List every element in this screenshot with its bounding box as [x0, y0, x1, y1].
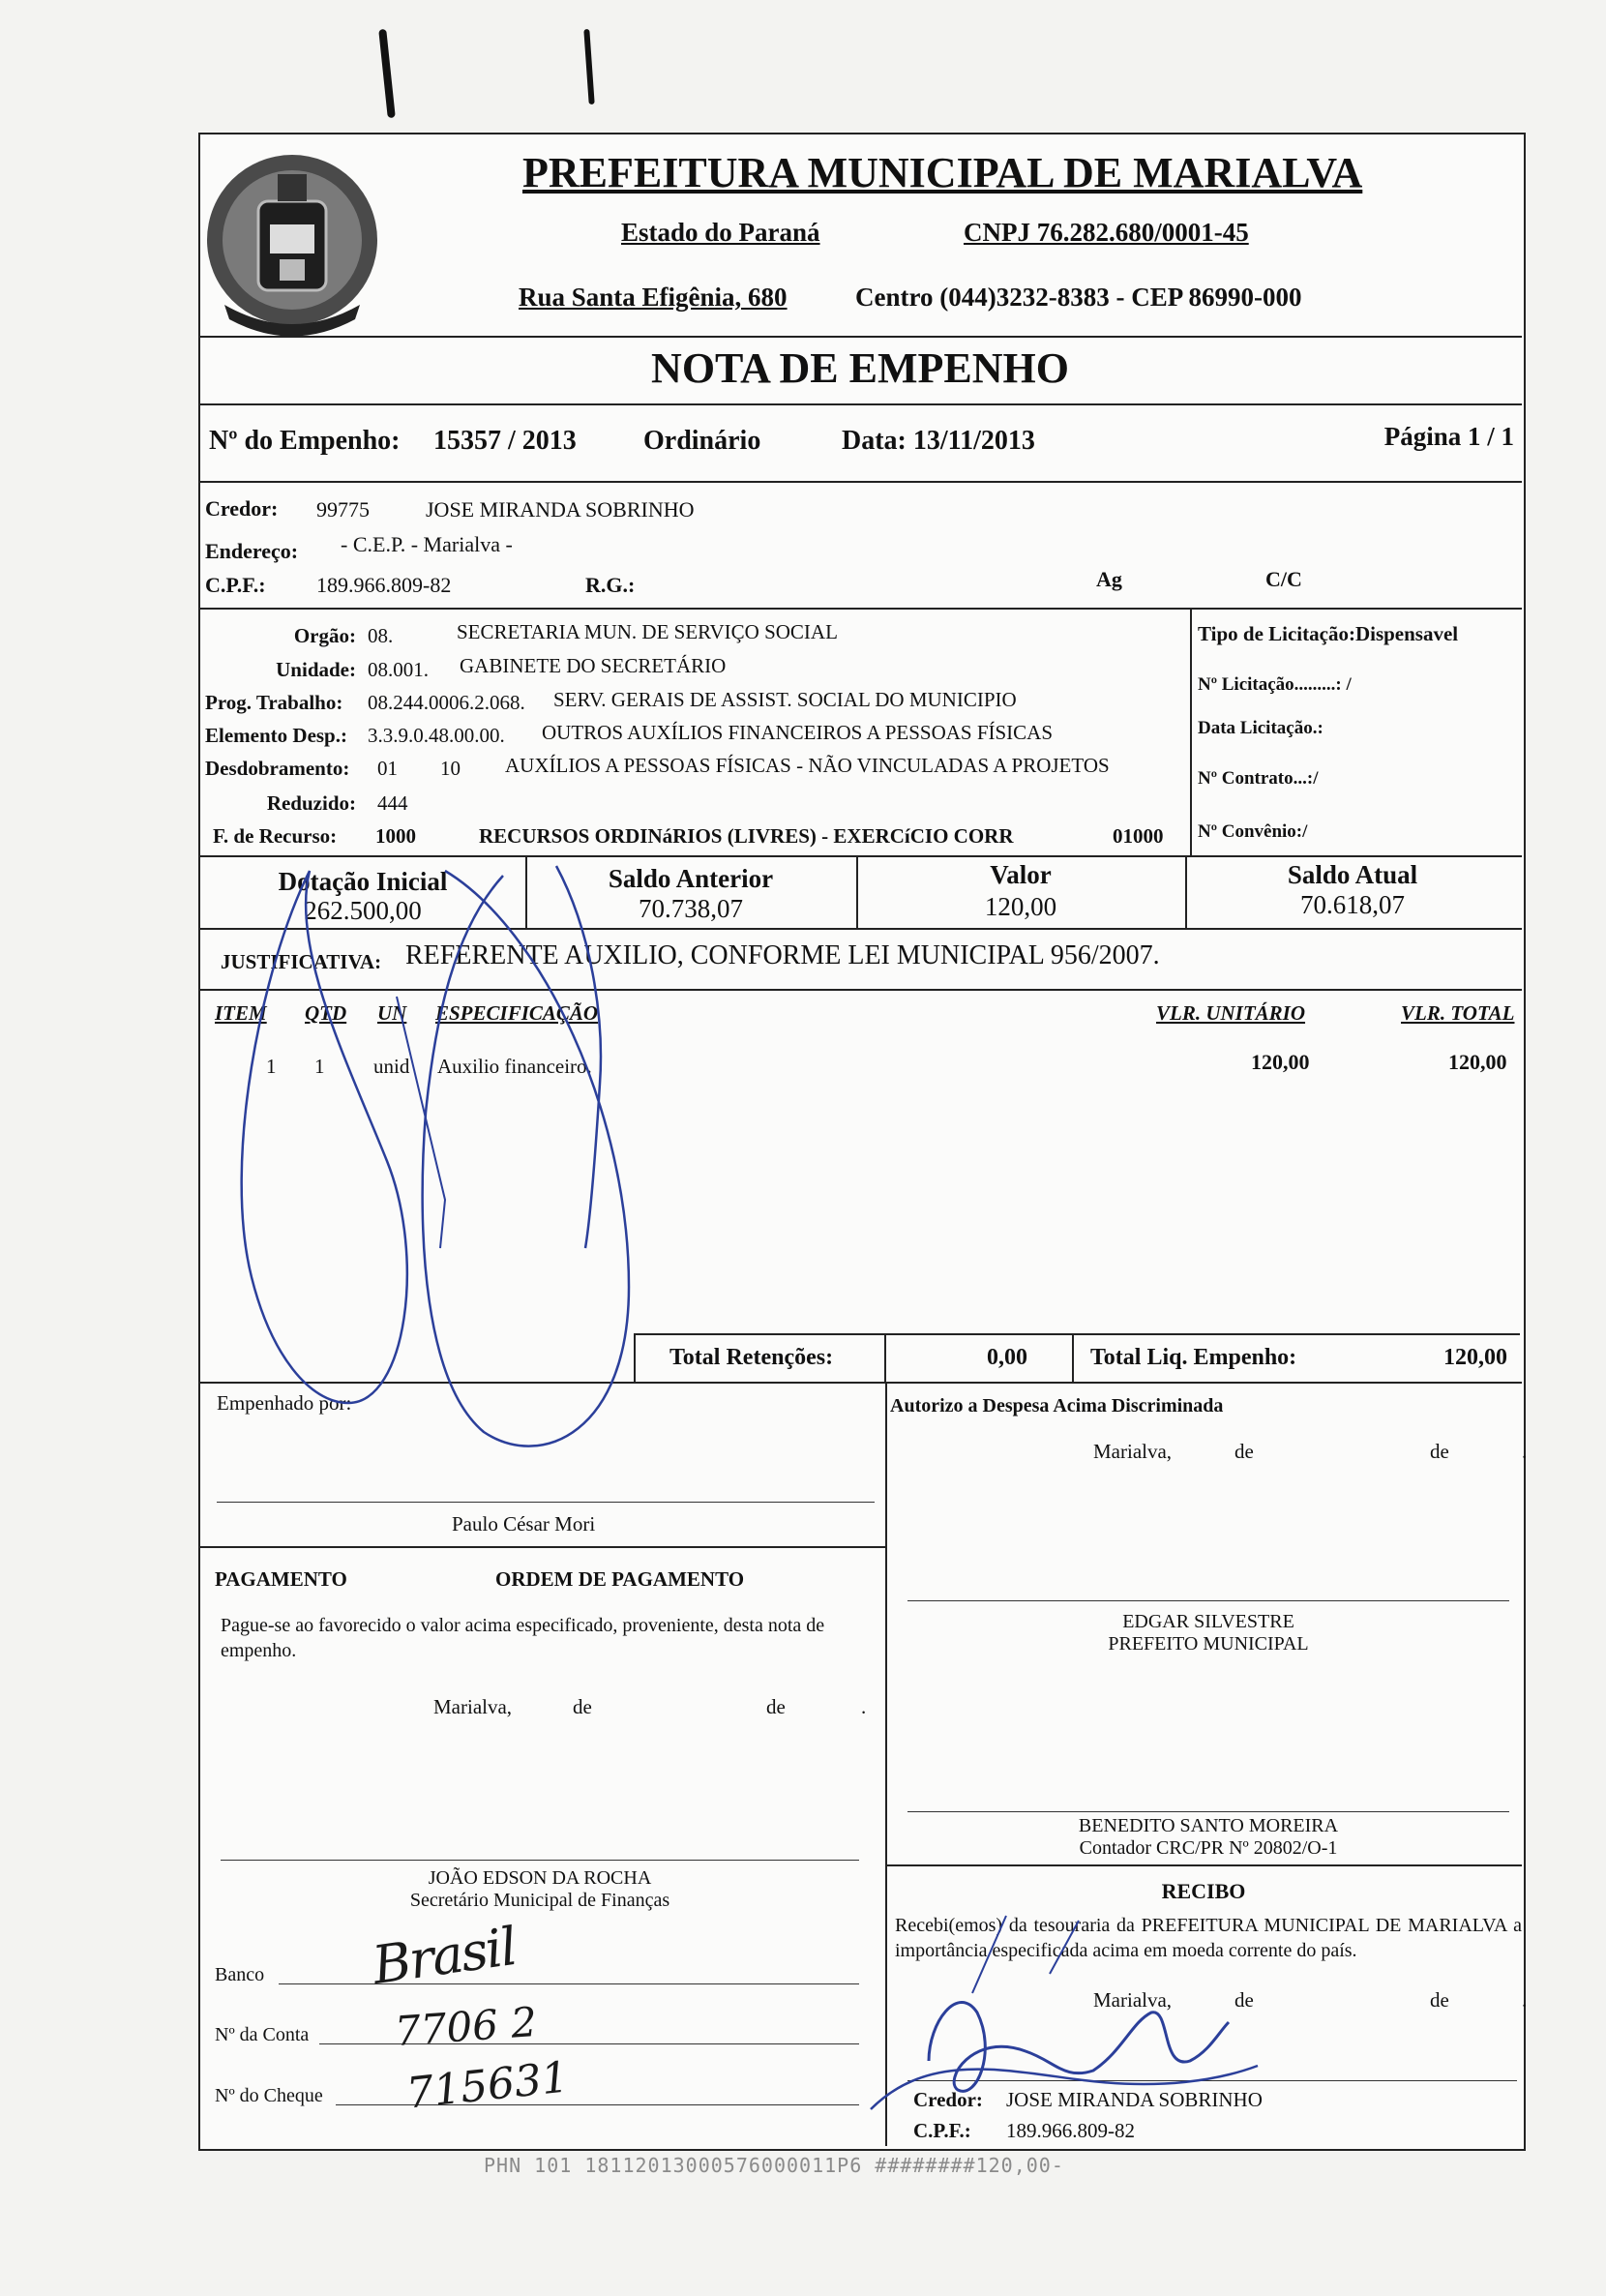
qtd-cell: 1 [314, 1055, 325, 1078]
recibo-de-1: de [1234, 1988, 1254, 2012]
prog-desc: SERV. GERAIS DE ASSIST. SOCIAL DO MUNICIPIO [553, 688, 1017, 711]
contador-name: BENEDITO SANTO MOREIRA [1078, 1815, 1339, 1836]
valor-value: 120,00 [984, 892, 1057, 921]
justificativa-label: JUSTIFICATIVA: [221, 950, 382, 973]
recurso-label: F. de Recurso: [213, 824, 338, 848]
licitacao-tipo: Tipo de Licitação:Dispensavel [1198, 622, 1459, 645]
pagamento-de-2: de [766, 1695, 786, 1718]
item-col-header: ITEM [215, 1001, 267, 1025]
un-cell: unid [373, 1055, 410, 1078]
cheque-handwritten: 715631 [403, 2052, 572, 2119]
elemento-code: 3.3.9.0.48.00.00. [368, 724, 505, 747]
cpf-label: C.P.F.: [205, 573, 266, 597]
unidade-code: 08.001. [368, 658, 429, 681]
pagamento-local: Marialva, [433, 1695, 513, 1718]
autorizo-label: Autorizo a Despesa Acima Discriminada [890, 1395, 1224, 1416]
recibo-local: Marialva, [1093, 1988, 1173, 2012]
desdobramento-label: Desdobramento: [205, 757, 350, 780]
conta-handwritten: 7706 2 [393, 1997, 539, 2056]
elemento-label: Elemento Desp.: [205, 724, 347, 747]
endereco-label: Endereço: [205, 539, 299, 563]
autorizo-de-2: de [1430, 1440, 1449, 1463]
item-cell: 1 [266, 1055, 277, 1078]
prog-label: Prog. Trabalho: [205, 691, 343, 714]
convenio-number: Nº Convênio:/ [1198, 821, 1308, 842]
saldo-atual-label: Saldo Atual [1287, 860, 1418, 889]
valor-label: Valor [990, 860, 1052, 889]
contrato-number: Nº Contrato...:/ [1198, 768, 1319, 789]
cpf-value: 189.966.809-82 [316, 573, 452, 597]
empenhado-name: Paulo César Mori [452, 1512, 596, 1536]
ordem-pagamento-label: ORDEM DE PAGAMENTO [495, 1567, 745, 1591]
spec-cell: Auxilio financeiro. [437, 1055, 592, 1078]
prog-code: 08.244.0006.2.068. [368, 691, 525, 714]
prefeitura-title: PREFEITURA MUNICIPAL DE MARIALVA [522, 149, 1363, 196]
unit-value-cell: 120,00 [1251, 1050, 1310, 1074]
prefeito-name: EDGAR SILVESTRE [1122, 1611, 1294, 1632]
saldo-anterior-label: Saldo Anterior [608, 864, 774, 893]
empenhado-label: Empenhado por: [217, 1391, 352, 1415]
pagamento-de-1: de [573, 1695, 592, 1718]
justificativa-text: REFERENTE AUXILIO, CONFORME LEI MUNICIPAL 956/2007. [405, 940, 1160, 970]
pagamento-dot: . [861, 1695, 867, 1718]
reduzido-label: Reduzido: [266, 791, 356, 815]
desdobramento-code-2: 10 [440, 757, 461, 780]
secretario-title: Secretário Municipal de Finanças [409, 1890, 670, 1911]
unidade-desc: GABINETE DO SECRETÁRIO [460, 654, 727, 677]
empenho-label: Nº do Empenho: [209, 426, 401, 456]
liquido-value: 120,00 [1443, 1345, 1507, 1370]
banco-label: Banco [215, 1964, 265, 1985]
un-col-header: UN [377, 1001, 407, 1025]
recibo-de-2: de [1430, 1988, 1449, 2012]
credor-name: JOSE MIRANDA SOBRINHO [426, 497, 695, 522]
empenho-number: 15357 / 2013 [433, 426, 577, 456]
saldo-atual-value: 70.618,07 [1300, 890, 1405, 919]
address-rest: Centro (044)3232-8383 - CEP 86990-000 [855, 283, 1302, 312]
prefeito-title: PREFEITO MUNICIPAL [1108, 1633, 1309, 1655]
recibo-credor-name: JOSE MIRANDA SOBRINHO [1006, 2088, 1263, 2111]
dotacao-value: 262.500,00 [304, 896, 422, 925]
reduzido-value: 444 [377, 791, 408, 815]
autorizo-local: Marialva, [1093, 1440, 1173, 1463]
spec-col-header: ESPECIFICAÇÃO [435, 1001, 599, 1025]
address-street: Rua Santa Efigênia, 680 [519, 283, 788, 312]
recurso-desc: RECURSOS ORDINáRIOS (LIVRES) - EXERCíCIO CORR [479, 824, 1014, 848]
total-value-cell: 120,00 [1448, 1050, 1507, 1074]
recibo-text: Recebi(emos) da tesouraria da PREFEITURA MUNICIPAL DE MARIALVA a importância especificada acima em moeda corrente do país. [895, 1915, 1522, 1961]
secretario-name: JOÃO EDSON DA ROCHA [428, 1867, 652, 1889]
cc-label: C/C [1265, 567, 1302, 591]
unit-col-header: VLR. UNITÁRIO [1156, 1001, 1306, 1025]
conta-label: Nº da Conta [215, 2024, 310, 2045]
page-indicator: Página 1 / 1 [1383, 422, 1514, 451]
licitacao-numero: Nº Licitação.........: / [1198, 674, 1352, 695]
doc-title: NOTA DE EMPENHO [651, 344, 1069, 392]
orgao-desc: SECRETARIA MUN. DE SERVIÇO SOCIAL [457, 620, 838, 643]
orgao-code: 08. [368, 624, 394, 647]
rg-label: R.G.: [585, 573, 636, 597]
recurso-code-2: 01000 [1113, 824, 1164, 848]
micr-code-line: PHN 101 18112013000576000011P6 ########120,00- [484, 2154, 1064, 2177]
elemento-desc: OUTROS AUXÍLIOS FINANCEIROS A PESSOAS FÍSICAS [542, 721, 1054, 744]
retencoes-label: Total Retenções: [669, 1345, 834, 1370]
estado-label: Estado do Paraná [621, 218, 820, 247]
cheque-label: Nº do Cheque [215, 2085, 323, 2106]
pague-text: Pague-se ao favorecido o valor acima especificado, proveniente, desta nota de empenho. [221, 1615, 825, 1661]
unidade-label: Unidade: [276, 658, 356, 681]
qtd-col-header: QTD [305, 1001, 347, 1025]
empenho-type: Ordinário [643, 426, 761, 456]
recibo-dot: . [1522, 1988, 1528, 2012]
desdobramento-code-1: 01 [377, 757, 398, 780]
saldo-anterior-value: 70.738,07 [639, 894, 743, 923]
recibo-cpf-label: C.P.F.: [913, 2119, 971, 2142]
empenho-date: Data: 13/11/2013 [842, 426, 1035, 456]
desdobramento-desc: AUXÍLIOS A PESSOAS FÍSICAS - NÃO VINCULADAS A PROJETOS [505, 754, 1110, 777]
total-col-header: VLR. TOTAL [1401, 1001, 1515, 1025]
recibo-title: RECIBO [1161, 1879, 1246, 1903]
contador-title: Contador CRC/PR Nº 20802/O-1 [1079, 1837, 1338, 1859]
recibo-cpf-value: 189.966.809-82 [1006, 2119, 1135, 2142]
endereco-value: - C.E.P. - Marialva - [341, 532, 513, 556]
licitacao-data: Data Licitação.: [1198, 718, 1323, 738]
credor-code: 99775 [316, 497, 370, 522]
autorizo-de-1: de [1234, 1440, 1254, 1463]
recibo-credor-label: Credor: [913, 2088, 983, 2111]
dotacao-label: Dotação Inicial [278, 867, 448, 896]
banco-handwritten: Brasil [369, 1916, 520, 1996]
liquido-label: Total Liq. Empenho: [1090, 1345, 1297, 1370]
orgao-label: Orgão: [293, 624, 356, 647]
retencoes-value: 0,00 [987, 1345, 1027, 1370]
pagamento-label: PAGAMENTO [215, 1567, 347, 1591]
credor-label: Credor: [205, 496, 279, 521]
recurso-code: 1000 [375, 824, 416, 848]
cnpj-label: CNPJ 76.282.680/0001-45 [964, 218, 1249, 247]
ag-label: Ag [1096, 567, 1122, 591]
autorizo-dot: . [1522, 1440, 1528, 1463]
